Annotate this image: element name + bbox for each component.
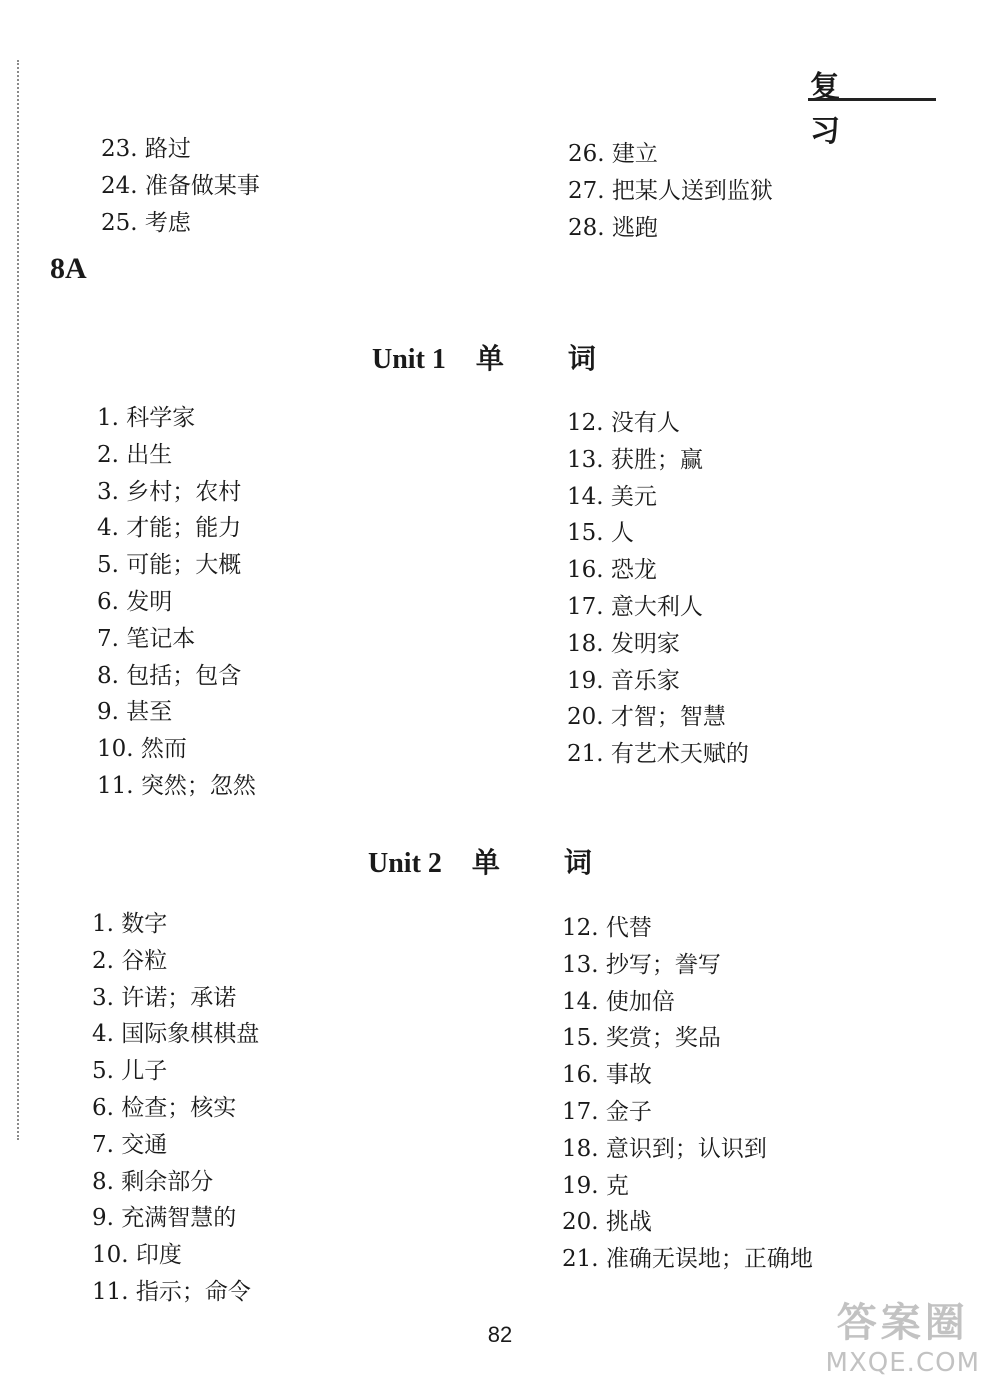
- list-item: 23. 路过: [101, 136, 191, 162]
- unit-2-left-list: [92, 906, 259, 1311]
- list-item: 10. 然而: [97, 736, 187, 763]
- list-item: 21. 准确无误地；正确地: [562, 1246, 813, 1273]
- unit-1-left-list: [97, 400, 256, 805]
- list-item: 12. 没有人: [567, 410, 680, 436]
- unit-2-heading: [368, 841, 592, 881]
- top-list-left: [101, 131, 260, 241]
- watermark-url: MXQE.COM: [825, 1348, 980, 1378]
- list-item: 6. 检查；核实: [92, 1094, 237, 1121]
- list-item: 5. 可能；大概: [97, 552, 242, 579]
- list-item: 17. 金子: [562, 1098, 652, 1125]
- list-item: 18. 意识到；认识到: [562, 1135, 767, 1162]
- list-item: 14. 使加倍: [562, 988, 675, 1015]
- list-item: 7. 笔记本: [97, 625, 196, 652]
- list-item: 12. 代替: [562, 915, 652, 941]
- list-item: 2. 谷粒: [92, 947, 168, 974]
- unit-heading-char: 词: [563, 846, 592, 879]
- unit-1-heading: [372, 337, 596, 377]
- list-item: 14. 美元: [567, 483, 657, 510]
- unit-heading-char: 单: [475, 342, 504, 375]
- list-item: 10. 印度: [92, 1242, 182, 1269]
- unit-2-right-list: [562, 910, 813, 1278]
- list-item: 3. 许诺；承诺: [92, 984, 237, 1011]
- list-item: 15. 奖赏；奖品: [562, 1025, 721, 1052]
- list-item: 8. 包括；包含: [97, 662, 242, 689]
- list-item: 17. 意大利人: [567, 593, 703, 620]
- list-item: 5. 儿子: [92, 1058, 168, 1085]
- list-item: 27. 把某人送到监狱: [568, 177, 773, 204]
- list-item: 4. 国际象棋棋盘: [92, 1021, 260, 1048]
- unit-name: Unit 1: [372, 344, 446, 375]
- list-item: 7. 交通: [92, 1131, 168, 1158]
- list-item: 18. 发明家: [567, 630, 680, 657]
- list-item: 20. 挑战: [562, 1209, 652, 1236]
- list-item: 9. 充满智慧的: [92, 1205, 237, 1232]
- list-item: 11. 突然；忽然: [97, 772, 256, 799]
- list-item: 4. 才能；能力: [97, 515, 242, 542]
- list-item: 15. 人: [567, 520, 634, 547]
- list-item: 13. 获胜；赢: [567, 446, 703, 473]
- page-number: 82: [487, 1322, 513, 1347]
- page-header-title: 复习: [810, 70, 898, 149]
- unit-heading-char: 单: [471, 846, 500, 879]
- list-item: 6. 发明: [97, 588, 173, 615]
- list-item: 13. 抄写；誊写: [562, 951, 721, 978]
- list-item: 24. 准备做某事: [101, 172, 260, 199]
- section-label: 8A: [50, 252, 87, 285]
- watermark-title: 答案圈: [836, 1300, 969, 1346]
- top-list-right: [568, 136, 773, 246]
- list-item: 21. 有艺术天赋的: [567, 741, 749, 768]
- list-item: 26. 建立: [568, 141, 658, 167]
- unit-1-right-list: [567, 405, 749, 773]
- list-item: 19. 音乐家: [567, 667, 680, 694]
- list-item: 9. 甚至: [97, 699, 173, 726]
- list-item: 19. 克: [562, 1172, 629, 1199]
- list-item: 16. 恐龙: [567, 557, 657, 584]
- binding-dotted-line: [17, 60, 19, 1140]
- unit-heading-char: 词: [567, 342, 596, 375]
- list-item: 11. 指示；命令: [92, 1278, 251, 1305]
- list-item: 16. 事故: [562, 1062, 652, 1089]
- list-item: 3. 乡村；农村: [97, 478, 242, 505]
- list-item: 20. 才智；智慧: [567, 704, 726, 731]
- list-item: 8. 剩余部分: [92, 1168, 214, 1195]
- unit-name: Unit 2: [368, 848, 442, 879]
- list-item: 1. 科学家: [97, 405, 196, 431]
- list-item: 2. 出生: [97, 441, 173, 468]
- watermark-logo: [826, 1291, 980, 1378]
- header-underline: [808, 98, 936, 101]
- list-item: 1. 数字: [92, 911, 168, 937]
- list-item: 28. 逃跑: [568, 214, 658, 241]
- list-item: 25. 考虑: [101, 209, 191, 236]
